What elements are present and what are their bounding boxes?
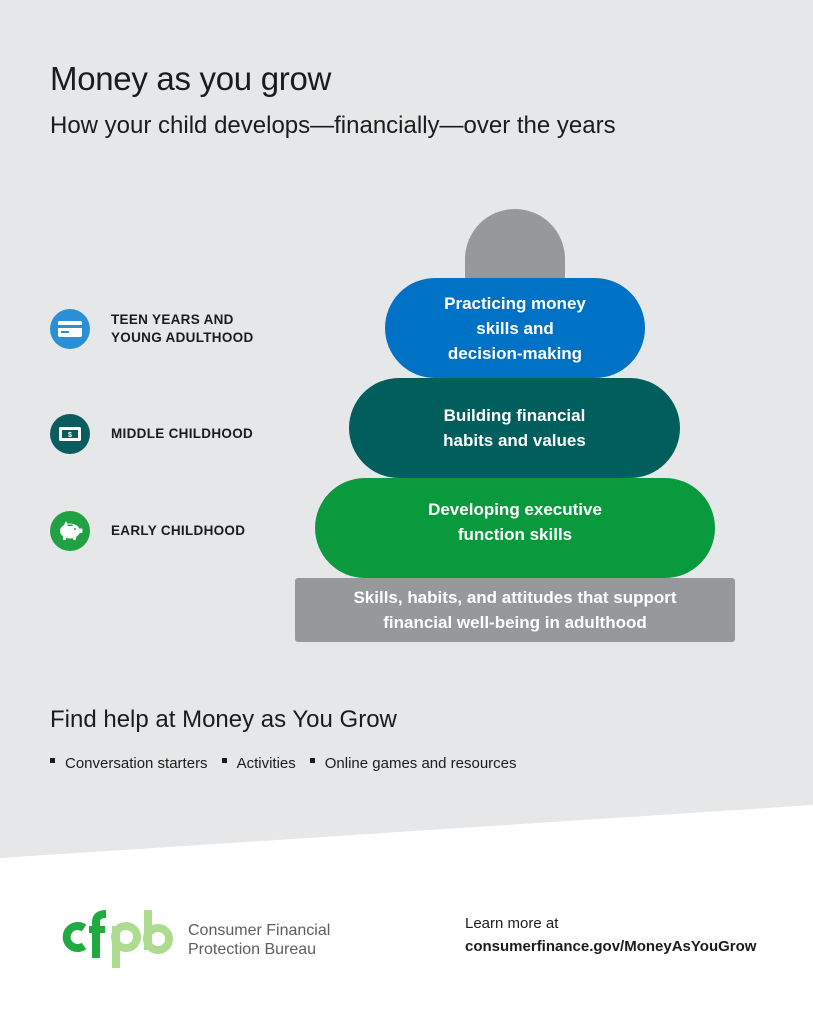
bullet-icon <box>50 758 55 763</box>
pyramid-ring-middle <box>349 378 680 478</box>
agency-line-2: Protection Bureau <box>188 941 317 958</box>
pyramid-ring-teen <box>385 278 645 378</box>
agency-name <box>188 921 348 959</box>
agency-line-1: Consumer Financial <box>188 922 331 939</box>
help-item <box>50 755 208 772</box>
dollar-bill-icon <box>50 414 90 454</box>
bullet-icon <box>310 758 315 763</box>
base-line-2: financial well-being in adulthood <box>383 613 647 632</box>
ring-teen-line-1: Practicing money <box>444 293 586 313</box>
help-item <box>310 755 517 772</box>
ring-early-line-2: function skills <box>457 525 573 544</box>
stage-middle <box>50 414 281 454</box>
bullet-icon <box>222 758 227 763</box>
help-item-label: Activities <box>236 755 296 772</box>
stage-teen <box>50 309 281 349</box>
help-item <box>222 755 296 772</box>
pyramid-base <box>295 578 735 642</box>
ring-teen-line-2: skills and <box>476 318 554 338</box>
page-subtitle: How your child develops—financially—over the years <box>50 112 616 139</box>
stage-label-early: EARLY CHILDHOOD <box>111 523 246 538</box>
help-list <box>50 755 517 772</box>
ring-teen-line-3: decision-making <box>447 343 583 363</box>
stage-label-teen: TEEN YEARS AND YOUNG ADULTHOOD <box>111 312 254 345</box>
help-item-label: Conversation starters <box>65 755 208 772</box>
help-item-label: Online games and resources <box>324 755 517 772</box>
base-line-1: Skills, habits, and attitudes that support <box>353 588 677 607</box>
stage-label-middle: MIDDLE CHILDHOOD <box>111 426 254 441</box>
money-as-you-grow-link[interactable]: consumerfinance.gov/MoneyAsYouGrow <box>465 938 757 955</box>
learn-more-label: Learn more at <box>465 915 559 932</box>
piggy-bank-icon <box>50 511 90 551</box>
ring-middle-line-2: habits and values <box>443 431 586 450</box>
ring-middle-line-1: Building financial <box>443 406 586 425</box>
cfpb-logo <box>58 906 178 970</box>
credit-card-icon <box>50 309 90 349</box>
ring-early-line-1: Developing executive <box>428 500 602 519</box>
page-title: Money as you grow <box>50 60 332 97</box>
help-title: Find help at Money as You Grow <box>50 706 397 733</box>
pyramid-ring-early <box>315 478 715 578</box>
svg-text:$: $ <box>68 432 72 439</box>
stage-early <box>50 511 281 551</box>
